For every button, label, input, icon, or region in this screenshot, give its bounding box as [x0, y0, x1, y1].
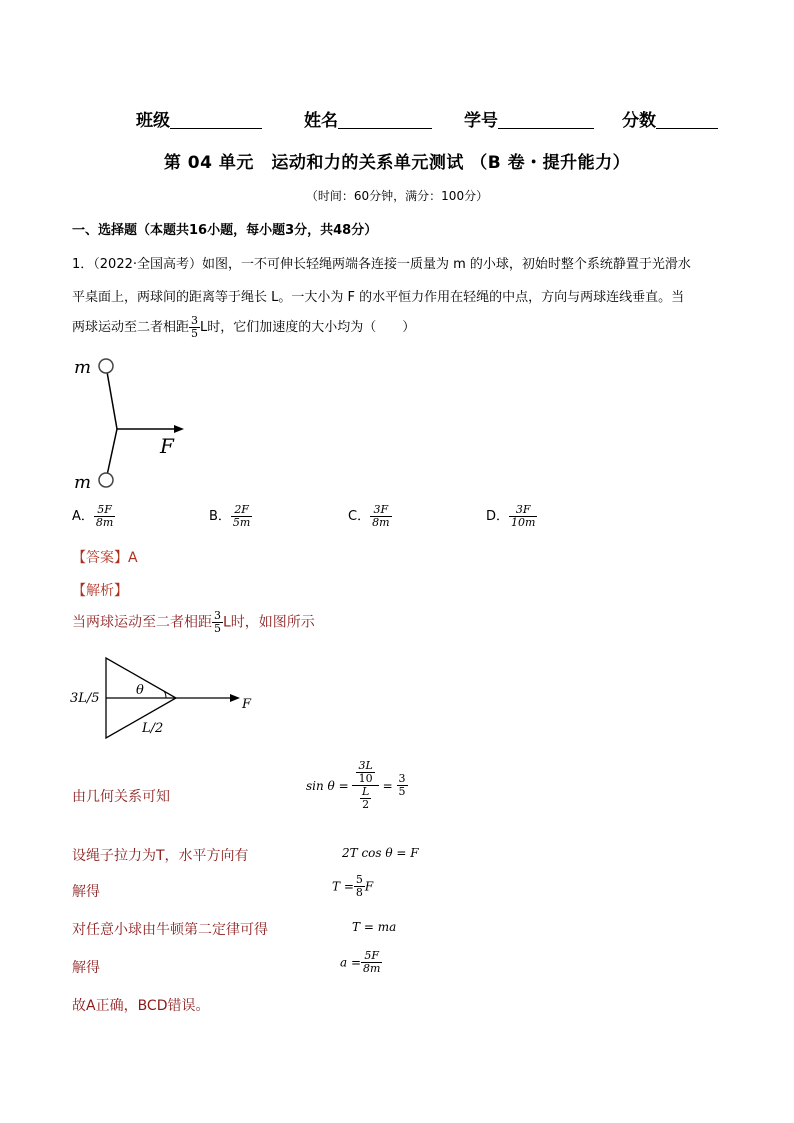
fig-label-3L5: 3L/5	[70, 691, 100, 706]
solve2-label: 解得	[72, 960, 100, 976]
student-id-blank[interactable]	[498, 110, 594, 129]
fig-label-theta: θ	[136, 683, 144, 698]
question-text-line1: 1．（2022·全国高考）如图，一不可伸长轻绳两端各连接一质量为 m 的小球，初始时整个系统静置于光滑水	[72, 257, 691, 272]
name-blank[interactable]	[338, 110, 432, 129]
question-text-line2: 平桌面上，两球间的距离等于绳长 L。一大小为 F 的水平恒力作用在轻绳的中点，方向与两球连线垂直。当	[72, 290, 685, 305]
student-info-line	[136, 106, 726, 130]
fraction: $\frac{3}{5}$	[191, 314, 199, 340]
option-d[interactable]: D． $\frac{3F}{10m}$	[486, 503, 536, 529]
ball-top	[99, 359, 113, 373]
page-title: 第 04 单元 运动和力的关系单元测试 （B 卷・提升能力）	[163, 153, 631, 173]
fig-label-F: F	[242, 697, 252, 712]
class-blank[interactable]	[170, 110, 262, 129]
tension-equation: 2T cos θ = F	[342, 846, 419, 860]
conclusion-text: 故A正确，BCD错误。	[72, 998, 210, 1014]
name-field[interactable]: 姓名	[304, 106, 432, 131]
triangle-figure	[70, 652, 270, 744]
geometry-equation: sin θ = $\frac{\frac{3L}{10}}{\frac{L}{2}}$ = $\frac{3}{5}$	[306, 759, 406, 811]
tension-label: 设绳子拉力为T，水平方向有	[72, 848, 249, 864]
mass-label-top: m	[74, 357, 92, 378]
page-subtitle: （时间：60分钟，满分：100分）	[305, 189, 489, 203]
analysis-label: 【解析】	[72, 583, 128, 599]
newton-label: 对任意小球由牛顿第二定律可得	[72, 922, 268, 938]
solution-line1: 当两球运动至二者相距 $\frac{3}{5}$ L时，如图所示	[72, 609, 315, 635]
option-a[interactable]: A． $\frac{5F}{8m}$	[72, 503, 114, 529]
solve1-label: 解得	[72, 884, 100, 900]
geometry-label: 由几何关系可知	[72, 789, 170, 805]
score-field[interactable]: 分数	[622, 106, 718, 131]
ball-bottom	[99, 473, 113, 487]
student-id-field[interactable]: 学号	[464, 106, 594, 131]
score-blank[interactable]	[656, 110, 718, 129]
option-b[interactable]: B． $\frac{2F}{5m}$	[209, 503, 251, 529]
question-text-line3: 两球运动至二者相距 $\frac{3}{5}$ L时，它们加速度的大小均为（ ）	[72, 314, 416, 340]
fig-label-L2: L/2	[142, 721, 164, 736]
class-field[interactable]: 班级	[136, 106, 262, 131]
solve2-equation: a = $\frac{5F}{8m}$	[340, 949, 381, 975]
option-c[interactable]: C． $\frac{3F}{8m}$	[348, 503, 390, 529]
force-label: F	[160, 434, 174, 458]
newton-equation: T = ma	[352, 920, 397, 934]
solve1-equation: T = $\frac{5}{8}$ F	[332, 873, 374, 899]
section-heading: 一、选择题（本题共16小题，每小题3分，共48分）	[72, 223, 378, 238]
rope-balls-figure	[70, 352, 210, 497]
answer-label: 【答案】A	[72, 550, 138, 566]
mass-label-bottom: m	[74, 472, 92, 493]
